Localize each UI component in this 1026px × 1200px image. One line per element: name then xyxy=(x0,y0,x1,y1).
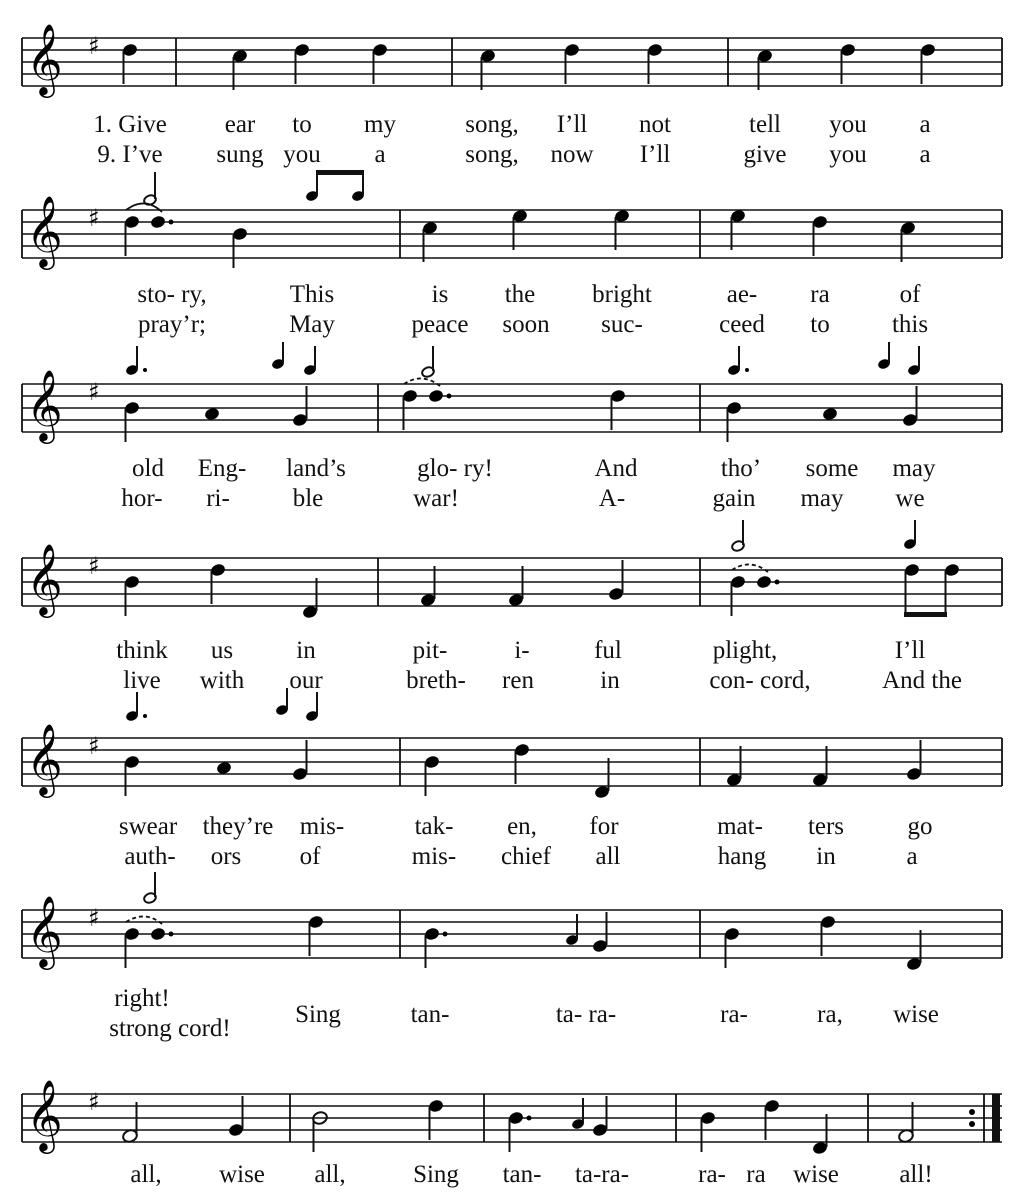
system-2 xyxy=(22,170,1002,338)
lyric: think xyxy=(116,637,168,664)
lyric: tan- xyxy=(410,1001,450,1028)
lyric: you xyxy=(283,141,321,168)
lyric: ters xyxy=(807,813,845,840)
lyric: ear xyxy=(224,111,256,138)
staff-lines xyxy=(22,738,1002,786)
treble-clef: 𝄞 xyxy=(26,22,63,95)
lyrics-verse-2 xyxy=(121,485,924,512)
lyrics-verse-1 xyxy=(116,637,925,664)
lyric: peace xyxy=(411,311,469,338)
lyric: to xyxy=(292,111,312,138)
lyric: chief xyxy=(501,843,551,870)
lyric: for xyxy=(589,813,619,840)
lyric: mis- xyxy=(299,813,345,840)
lyric: some xyxy=(805,455,859,482)
lyric: ors xyxy=(210,843,242,870)
lyric: sto- ry, xyxy=(137,281,207,308)
lyric: a xyxy=(374,141,386,168)
lyric: en, xyxy=(507,813,537,840)
lyric: pray’r; xyxy=(137,311,207,338)
lyric: soon xyxy=(502,311,550,338)
key-sharp: ♯ xyxy=(88,904,100,932)
lyric: you xyxy=(829,111,867,138)
system-6 xyxy=(22,872,1002,1042)
lyric: ta- ra- xyxy=(555,1001,617,1028)
treble-clef: 𝄞 xyxy=(26,368,63,441)
lyric: live xyxy=(123,667,161,694)
lyric: all xyxy=(595,843,621,870)
lyrics-verse-1 xyxy=(130,1161,932,1188)
lyric: ae- xyxy=(726,281,758,308)
system-4 xyxy=(22,520,1002,694)
lyric: ren xyxy=(502,667,534,694)
lyric: old xyxy=(132,455,164,482)
lyric: swear xyxy=(118,813,178,840)
lyric: glo- ry! xyxy=(417,455,493,482)
lyric: in xyxy=(600,667,620,694)
staff-lines xyxy=(22,210,1002,258)
lyric: I’ll xyxy=(639,141,671,168)
lyric: you xyxy=(829,141,867,168)
lyric: ta-ra- xyxy=(574,1161,630,1188)
lyric: plight, xyxy=(712,637,778,664)
lyric: with xyxy=(199,667,245,694)
lyric: now xyxy=(550,141,594,168)
lyric: all, xyxy=(314,1161,346,1188)
lyric: 9. I’ve xyxy=(97,141,163,168)
lyric: And the xyxy=(882,667,962,694)
lyric: Sing xyxy=(295,1001,341,1028)
system-5 xyxy=(22,688,1002,870)
lyric: my xyxy=(364,111,396,138)
lyric: wise xyxy=(793,1161,839,1188)
lyric: tell xyxy=(749,111,781,138)
lyric: of xyxy=(299,843,321,870)
lyrics-verse-1 xyxy=(119,813,933,840)
lyrics-verse-2 xyxy=(123,667,962,694)
lyrics-verse-2 xyxy=(124,843,917,870)
lyric: ceed xyxy=(719,311,765,338)
system-1 xyxy=(22,22,1002,168)
key-sharp: ♯ xyxy=(88,378,100,406)
lyric: go xyxy=(907,813,933,840)
lyric: all! xyxy=(899,1161,933,1188)
lyric: mis- xyxy=(411,843,457,870)
lyric: pit- xyxy=(412,637,448,664)
lyric: this xyxy=(891,311,929,338)
system-3 xyxy=(22,342,1002,512)
lyric: our xyxy=(289,667,323,694)
lyric: a xyxy=(919,141,931,168)
lyrics-verse-1 xyxy=(114,985,939,1028)
notes xyxy=(124,688,923,800)
lyric: mat- xyxy=(717,813,763,840)
lyric: in xyxy=(816,843,836,870)
lyrics-verse-1 xyxy=(137,281,921,308)
lyric: ra xyxy=(746,1161,766,1188)
treble-clef: 𝄞 xyxy=(26,894,63,967)
lyric: a xyxy=(906,843,918,870)
lyric: 1. Give xyxy=(93,111,167,138)
lyric: us xyxy=(210,637,234,664)
lyric: tan- xyxy=(502,1161,542,1188)
lyric: song, xyxy=(465,111,519,138)
key-sharp: ♯ xyxy=(88,32,100,60)
key-sharp: ♯ xyxy=(88,204,100,232)
lyric: war! xyxy=(413,485,459,512)
lyric: tak- xyxy=(414,813,454,840)
lyrics-verse-2 xyxy=(138,311,928,338)
lyric: And xyxy=(594,455,638,482)
lyric: in xyxy=(296,637,316,664)
lyric: sung xyxy=(216,141,264,168)
lyric: land’s xyxy=(286,455,346,482)
lyric: Sing xyxy=(413,1161,459,1188)
lyric: A- xyxy=(598,485,626,512)
notes xyxy=(122,1096,915,1156)
key-sharp: ♯ xyxy=(88,552,100,580)
lyric: may xyxy=(892,455,936,482)
lyric: song, xyxy=(465,141,519,168)
lyric: i- xyxy=(514,637,530,664)
staff-lines xyxy=(22,384,1002,432)
lyric: not xyxy=(639,111,671,138)
lyric: the xyxy=(504,281,536,308)
lyric: may xyxy=(800,485,844,512)
key-sharp: ♯ xyxy=(88,732,100,760)
lyric: wise xyxy=(219,1161,265,1188)
lyric: May xyxy=(289,311,335,338)
lyric: a xyxy=(919,111,931,138)
lyric: suc- xyxy=(601,311,643,338)
lyric: bright xyxy=(592,281,652,308)
treble-clef: 𝄞 xyxy=(26,542,63,615)
lyric: This xyxy=(289,281,335,308)
lyric: Eng- xyxy=(197,455,247,482)
staff-lines xyxy=(22,38,1002,86)
notes xyxy=(124,342,922,442)
lyric: ra- xyxy=(698,1161,726,1188)
key-sharp: ♯ xyxy=(88,1088,100,1116)
lyric: auth- xyxy=(124,843,176,870)
lyric: I’ll xyxy=(556,111,588,138)
treble-clef: 𝄞 xyxy=(26,194,63,267)
treble-clef: 𝄞 xyxy=(26,1078,63,1151)
lyric: is xyxy=(431,281,449,308)
lyric: wise xyxy=(893,1001,939,1028)
lyrics-verse-1 xyxy=(132,455,936,482)
lyric: breth- xyxy=(406,667,466,694)
lyric: ful xyxy=(594,637,622,664)
lyrics-verse-2 xyxy=(97,141,930,168)
lyrics-verse-2 xyxy=(109,1015,231,1042)
notes xyxy=(124,170,917,268)
lyric: ble xyxy=(292,485,324,512)
lyric: ri- xyxy=(206,485,230,512)
lyric: hor- xyxy=(121,485,163,512)
lyric: I’ll xyxy=(894,637,926,664)
lyric: right! xyxy=(114,985,170,1012)
lyric: ra xyxy=(810,281,830,308)
system-7 xyxy=(22,1078,1002,1188)
lyric: we xyxy=(895,485,925,512)
lyric: ra- xyxy=(720,1001,748,1028)
lyric: all, xyxy=(130,1161,162,1188)
lyric: gain xyxy=(712,485,756,512)
lyric: ra, xyxy=(817,1001,843,1028)
lyric: of xyxy=(899,281,921,308)
lyric: con- cord, xyxy=(709,667,811,694)
lyric: tho’ xyxy=(720,455,762,482)
lyric: give xyxy=(743,141,787,168)
lyric: strong cord! xyxy=(109,1015,231,1042)
lyric: hang xyxy=(717,843,767,870)
lyric: to xyxy=(810,311,830,338)
treble-clef: 𝄞 xyxy=(26,722,63,795)
lyric: they’re xyxy=(202,813,274,840)
lyrics-verse-1 xyxy=(93,111,930,138)
